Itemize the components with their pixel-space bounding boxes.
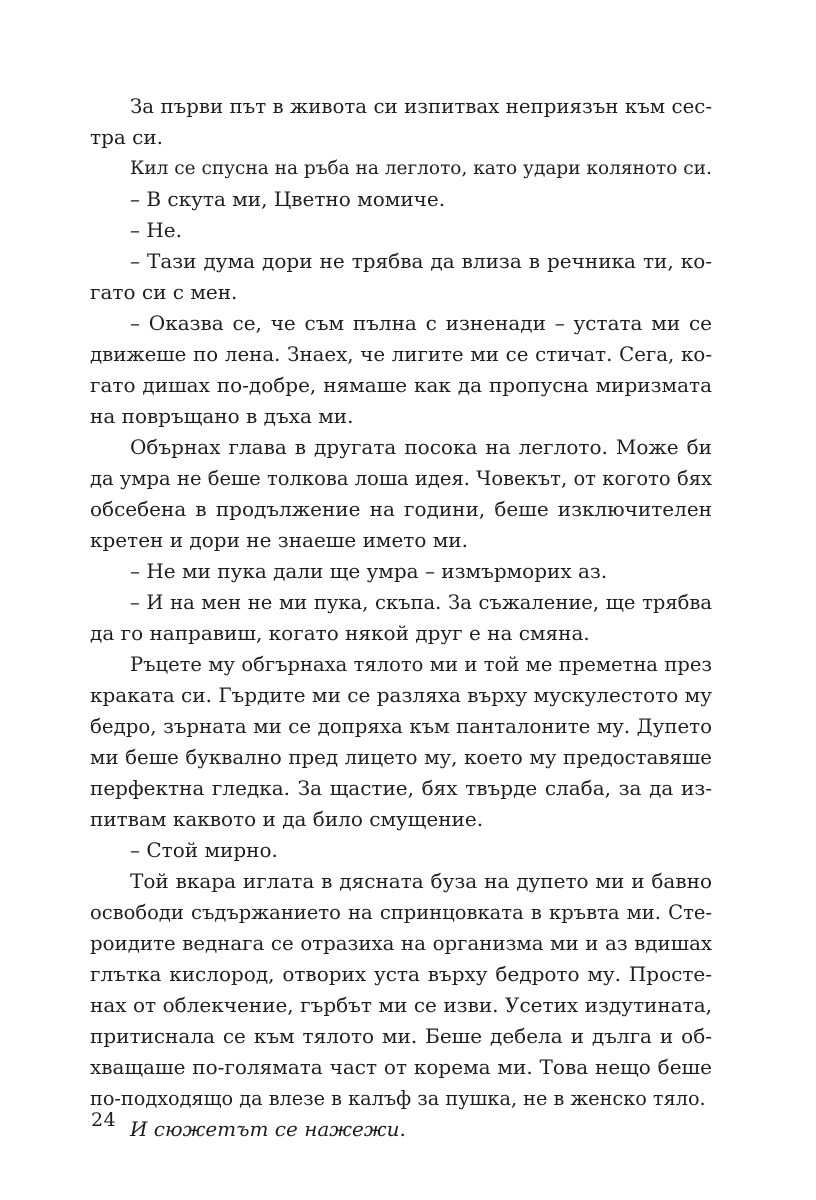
text-line: – Оказва се, че съм пълна с изненади – устата ми се: [130, 311, 712, 335]
body-text: [90, 91, 712, 1145]
text-line: бедро, зърната ми се допряха към панталоните му. Дупето: [90, 715, 712, 738]
text-line: – Не.: [130, 218, 182, 242]
text-line: За първи път в живота си изпитвах неприязън към сес-: [130, 95, 712, 118]
text-line: – Стой мирно.: [130, 838, 278, 862]
text-line: движеше по лена. Знаех, че лигите ми се стичат. Сега, ко-: [90, 343, 712, 366]
text-line: нах от облекчение, гърбът ми се изви. Усетих издутината,: [90, 993, 712, 1017]
text-line: ми беше буквално пред лицето му, което му предоставяше: [90, 746, 712, 769]
text-line: да го направиш, когато някой друг е на смяна.: [90, 621, 590, 645]
text-line: – В скута ми, Цветно момиче.: [130, 187, 446, 211]
text-line: – Не ми пука дали ще умра – измърморих аз.: [130, 559, 608, 583]
text-line: Ръцете му обгърнаха тялото ми и той ме преметна през: [130, 653, 712, 676]
text-line: тра си.: [90, 125, 164, 149]
text-line: по-подходящо да влезе в калъф за пушка, не в женско тяло.: [90, 1087, 706, 1110]
text-line: краката си. Гърдите ми се разляха върху мускулестото му: [90, 683, 712, 707]
text-line: питвам каквото и да било смущение.: [90, 807, 484, 831]
text-line: хващаше по-голямата част от корема ми. Това нещо беше: [90, 1055, 712, 1079]
text-line: И сюжетът се нажежи.: [130, 1117, 406, 1141]
text-line: глътка кислород, отворих уста върху бедрото му. Простe-: [90, 962, 712, 986]
text-line: Обърнах глава в другата посока на леглото. Може би: [130, 435, 712, 459]
text-line: роидите веднага се отразиха на организма ми и аз вдишах: [90, 932, 712, 955]
text-line: да умра не беше толкова лоша идея. Човекът, от когото бях: [90, 467, 712, 490]
text-line: кретен и дори не знаеше името ми.: [90, 528, 468, 552]
text-line: – Тази дума дори не трябва да влиза в речника ти, ко-: [130, 249, 712, 273]
text-line: гато си с мен.: [90, 280, 238, 304]
text-line: Той вкара иглата в дясната буза на дупето ми и бавно: [130, 869, 712, 893]
text-line: на повръщано в дъха ми.: [90, 404, 354, 428]
text-line: освободи съдържанието на спринцовката в кръвта ми. Сте-: [90, 901, 712, 924]
text-line: Кил се спусна на ръба на леглото, като удари коляното си.: [130, 158, 712, 179]
text-line: – И на мен не ми пука, скъпа. За съжаление, ще трябва: [130, 591, 712, 614]
text-line: гато дишах по-добре, нямаше как да пропусна миризмата: [90, 373, 712, 397]
text-line: перфектна гледка. За щастие, бях твърде слаба, за да из-: [90, 776, 712, 800]
text-line: притиснала се към тялото ми. Беше дебела и дълга и об-: [90, 1024, 712, 1048]
page-number: 24: [91, 1109, 117, 1131]
text-line: обсебена в продължение на години, беше изключителен: [90, 497, 712, 521]
